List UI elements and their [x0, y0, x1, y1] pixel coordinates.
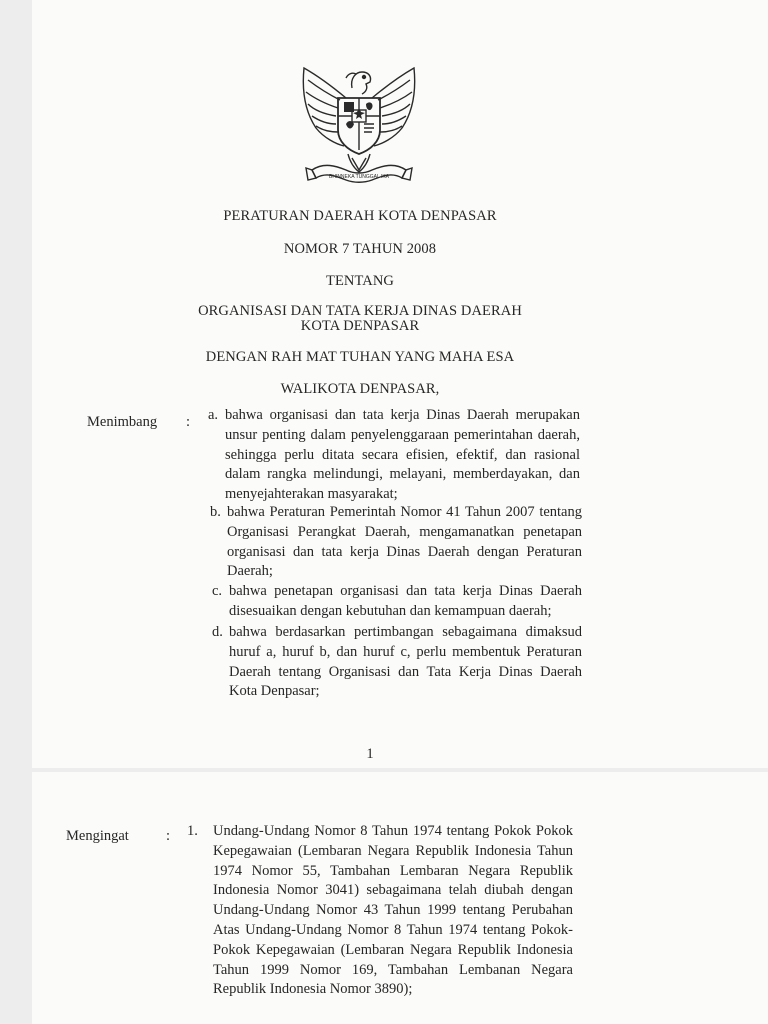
mengingat-label: Mengingat [66, 828, 129, 844]
issuer-line: WALIKOTA DENPASAR, [280, 381, 440, 397]
mengingat-item-1 [187, 822, 573, 1000]
item-text: bahwa Peraturan Pemerintah Nomor 41 Tahun 2007 tentang Organisasi Perangkat Daerah, mengamanatkan penetapan organisasi dan tata kerja Dinas Daerah dengan Peraturan Daerah; [227, 504, 582, 580]
document-title: PERATURAN DAERAH KOTA DENPASAR [223, 208, 497, 224]
emblem-motto: BHINNEKA TUNGGAL IKA [328, 174, 390, 180]
menimbang-item-c [212, 582, 582, 622]
mengingat-colon: : [166, 828, 171, 844]
subject-line-1: ORGANISASI DAN TATA KERJA DINAS DAERAH [198, 303, 522, 319]
item-text: bahwa berdasarkan pertimbangan sebagaimana dimaksud huruf a, huruf b, dan huruf c, perlu membentuk Peraturan Daerah tentang Organisasi dan Tata Kerja Dinas Daerah Kota Denpasar; [229, 624, 582, 700]
item-text: bahwa penetapan organisasi dan tata kerja Dinas Daerah disesuaikan dengan kebutuhan dan kemampuan daerah; [229, 583, 582, 619]
item-marker: 1. [187, 823, 198, 839]
item-marker: d. [212, 624, 223, 640]
menimbang-item-b [210, 503, 582, 582]
about-heading: TENTANG [326, 273, 394, 289]
document-page-2 [32, 772, 768, 1024]
page-number: 1 [366, 746, 374, 762]
subject-line-2: KOTA DENPASAR [300, 318, 420, 334]
menimbang-colon: : [186, 414, 191, 430]
menimbang-item-d [212, 623, 582, 702]
item-text: Undang-Undang Nomor 8 Tahun 1974 tentang Pokok Pokok Kepegawaian (Lembaran Negara Republik Indonesia Tahun 1974 Nomor 55, Tambahan Lembaran Negara Republik Indonesia Nomor 3041) sebagaimana telah diubah dengan Undang-Undang Nomor 43 Tahun 1999 tentang Perubahan Atas Undang-Undang Nomor 8 Tahun 1974 tentang Pokok-Pokok Kepegawaian (Lembaran Negara Republik Indonesia Tahun 1999 Nomor 169, Tambahan Lembanan Negara Republik Indonesia Nomor 3890); [213, 823, 573, 998]
document-page-1 [32, 0, 768, 768]
blessing-line: DENGAN RAH MAT TUHAN YANG MAHA ESA [205, 349, 515, 365]
document-number: NOMOR 7 TAHUN 2008 [283, 241, 437, 257]
garuda-emblem-icon [294, 58, 424, 192]
item-text: bahwa organisasi dan tata kerja Dinas Daerah merupakan unsur penting dalam penyelenggaraan pemerintahan daerah, sehingga perlu ditata secara efisien, efektif, dan rasional dalam rangka melindungi, melayani, memberdayakan, dan menyejahterakan masyarakat; [225, 407, 580, 503]
item-marker: a. [208, 407, 219, 423]
item-marker: b. [210, 504, 221, 520]
menimbang-item-a [208, 406, 580, 505]
item-marker: c. [212, 583, 223, 599]
menimbang-label: Menimbang [87, 414, 158, 430]
